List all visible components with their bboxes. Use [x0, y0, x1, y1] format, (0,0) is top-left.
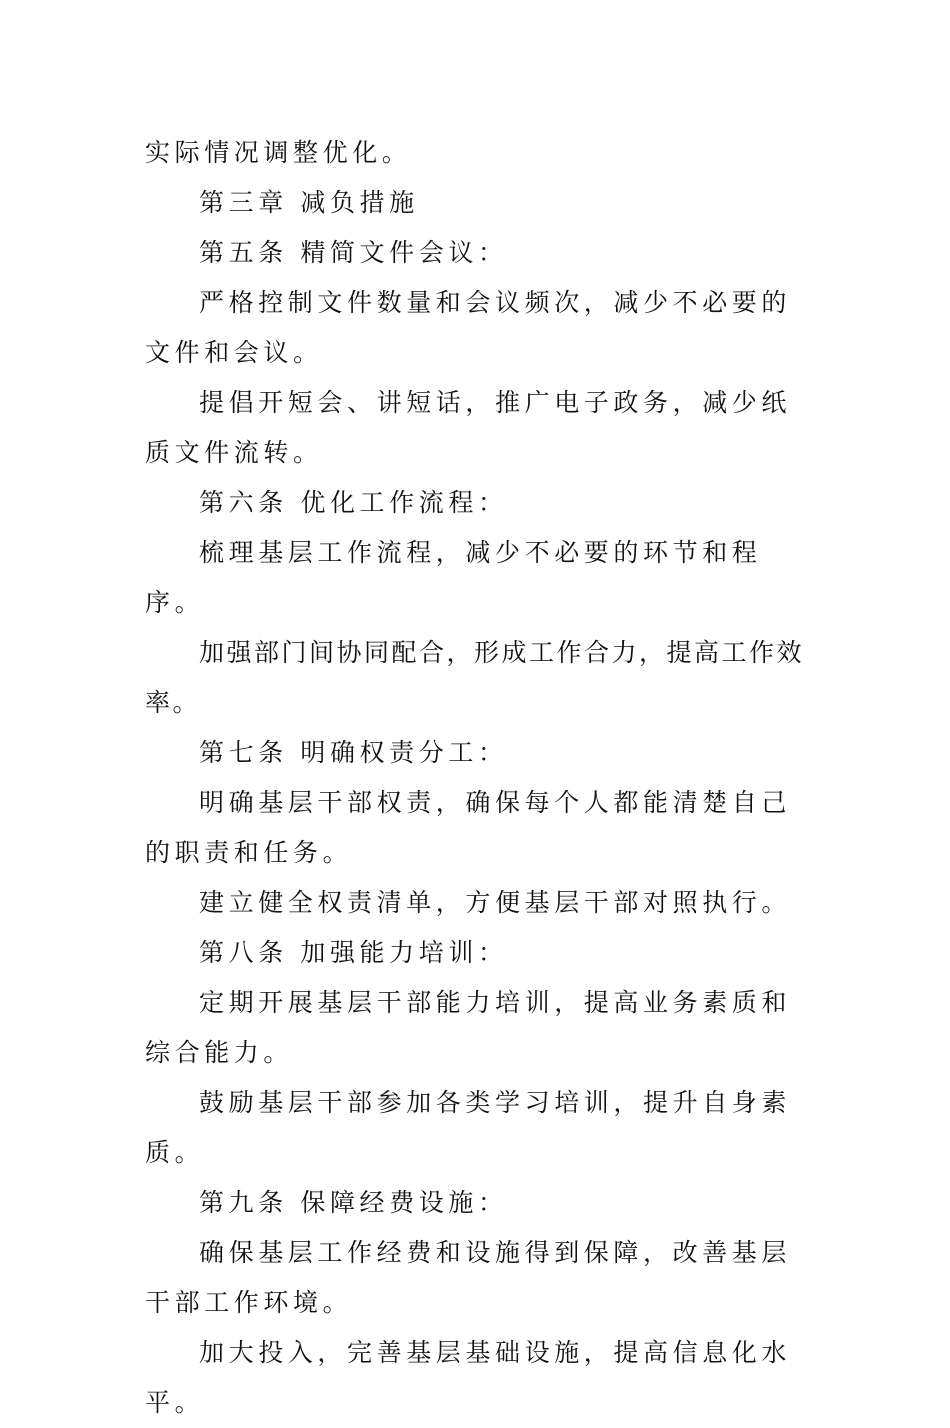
- article-heading: 第九条 保障经费设施：: [199, 1188, 508, 1217]
- paragraph-continuation: 实际情况调整优化。: [145, 138, 412, 167]
- paragraph: 梳理基层工作流程，减少不必要的环节和程序。: [145, 538, 762, 617]
- paragraph: 明确基层干部权责，确保每个人都能清楚自己的职责和任务。: [145, 788, 792, 867]
- paragraph: 建立健全权责清单，方便基层干部对照执行。: [199, 888, 792, 917]
- article-heading: 第五条 精简文件会议：: [199, 238, 508, 267]
- paragraph: 加大投入，完善基层基础设施，提高信息化水平。: [145, 1338, 792, 1417]
- paragraph: 鼓励基层干部参加各类学习培训，提升自身素质。: [145, 1088, 792, 1167]
- document-body: [145, 128, 810, 1428]
- paragraph: 严格控制文件数量和会议频次，减少不必要的文件和会议。: [145, 288, 792, 367]
- chapter-heading: 第三章 减负措施: [199, 188, 419, 217]
- paragraph: 定期开展基层干部能力培训，提高业务素质和综合能力。: [145, 988, 792, 1067]
- article-heading: 第八条 加强能力培训：: [199, 938, 508, 967]
- article-heading: 第六条 优化工作流程：: [199, 488, 508, 517]
- article-heading: 第七条 明确权责分工：: [199, 738, 508, 767]
- paragraph: 确保基层工作经费和设施得到保障，改善基层干部工作环境。: [145, 1238, 792, 1317]
- paragraph: 提倡开短会、讲短话，推广电子政务，减少纸质文件流转。: [145, 388, 792, 467]
- paragraph: 加强部门间协同配合，形成工作合力，提高工作效率。: [145, 638, 805, 717]
